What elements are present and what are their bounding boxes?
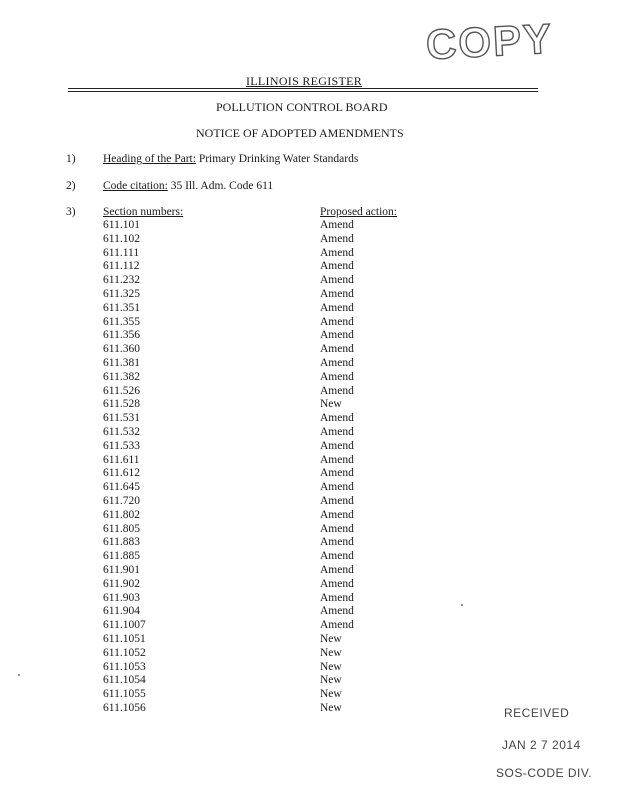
section-number: 611.528	[103, 398, 140, 411]
table-row	[103, 564, 403, 578]
section-number: 611.1053	[103, 660, 146, 673]
section-number: 611.1051	[103, 632, 146, 645]
section-number: 611.382	[103, 370, 140, 383]
proposed-action: Amend	[320, 605, 354, 618]
proposed-action: New	[320, 646, 342, 659]
table-row	[103, 702, 403, 716]
proposed-action: Amend	[320, 287, 354, 300]
section-number: 611.903	[103, 591, 140, 604]
section-number: 611.351	[103, 301, 140, 314]
proposed-action: Amend	[320, 619, 354, 632]
table-row	[103, 274, 403, 288]
section-number: 611.112	[103, 260, 140, 273]
section-number: 611.1055	[103, 688, 146, 701]
register-heading: ILLINOIS REGISTER	[246, 74, 363, 88]
section-number: 611.111	[103, 246, 140, 259]
proposed-action: New	[320, 660, 342, 673]
proposed-action: New	[320, 632, 342, 645]
section-number: 611.1056	[103, 701, 146, 714]
table-row	[103, 357, 403, 371]
table-row	[103, 329, 403, 343]
proposed-action: Amend	[320, 274, 354, 287]
section-number: 611.532	[103, 425, 140, 438]
section-number: 611.101	[103, 219, 140, 231]
notice-heading: NOTICE OF ADOPTED AMENDMENTS	[196, 126, 404, 140]
section-number: 611.805	[103, 522, 140, 535]
section-table	[103, 219, 403, 716]
section-number: 611.611	[103, 453, 140, 466]
proposed-action-header: Proposed action:	[320, 206, 397, 218]
table-row	[103, 578, 403, 592]
item-1-label: Heading of the Part:	[103, 153, 196, 165]
received-text: RECEIVED	[504, 706, 570, 720]
section-number: 611.904	[103, 605, 140, 618]
table-row	[103, 260, 403, 274]
proposed-action: Amend	[320, 481, 354, 494]
proposed-action: Amend	[320, 343, 354, 356]
proposed-action: Amend	[320, 219, 354, 231]
proposed-action: Amend	[320, 563, 354, 576]
table-row	[103, 233, 403, 247]
proposed-action: Amend	[320, 591, 354, 604]
scan-speck	[18, 674, 20, 676]
section-number: 611.533	[103, 439, 140, 452]
table-row	[103, 343, 403, 357]
proposed-action: Amend	[320, 301, 354, 314]
proposed-action: Amend	[320, 412, 354, 425]
table-row	[103, 688, 403, 702]
table-row	[103, 454, 403, 468]
proposed-action: Amend	[320, 536, 354, 549]
section-number: 611.526	[103, 384, 140, 397]
received-office: SOS-CODE DIV.	[496, 766, 593, 780]
header-rule-bottom	[68, 91, 538, 92]
table-row	[103, 440, 403, 454]
section-number: 611.901	[103, 563, 140, 576]
proposed-action: Amend	[320, 315, 354, 328]
copy-stamp: COPY	[424, 14, 555, 69]
table-row	[103, 302, 403, 316]
table-row	[103, 633, 403, 647]
table-row	[103, 398, 403, 412]
section-number: 611.1052	[103, 646, 146, 659]
table-row	[103, 316, 403, 330]
table-row	[103, 661, 403, 675]
proposed-action: Amend	[320, 329, 354, 342]
proposed-action: New	[320, 701, 342, 714]
proposed-action: Amend	[320, 494, 354, 507]
section-number: 611.612	[103, 467, 140, 480]
proposed-action: Amend	[320, 232, 354, 245]
proposed-action: New	[320, 688, 342, 701]
table-row	[103, 495, 403, 509]
proposed-action: Amend	[320, 356, 354, 369]
scan-speck	[461, 604, 463, 606]
table-row	[103, 288, 403, 302]
proposed-action: Amend	[320, 522, 354, 535]
table-row	[103, 467, 403, 481]
proposed-action: Amend	[320, 453, 354, 466]
proposed-action: Amend	[320, 260, 354, 273]
section-number: 611.102	[103, 232, 140, 245]
section-number: 611.720	[103, 494, 140, 507]
section-number: 611.381	[103, 356, 140, 369]
proposed-action: New	[320, 398, 342, 411]
section-number: 611.902	[103, 577, 140, 590]
table-row	[103, 536, 403, 550]
table-row	[103, 619, 403, 633]
table-row	[103, 219, 403, 233]
section-number: 611.356	[103, 329, 140, 342]
proposed-action: Amend	[320, 508, 354, 521]
table-row	[103, 523, 403, 537]
section-number: 611.232	[103, 274, 140, 287]
section-number: 611.360	[103, 343, 140, 356]
item-1-number: 1)	[66, 153, 76, 165]
table-row	[103, 412, 403, 426]
table-row	[103, 509, 403, 523]
proposed-action: Amend	[320, 467, 354, 480]
table-row	[103, 592, 403, 606]
item-2-value: 35 Ill. Adm. Code 611	[170, 180, 274, 192]
header-rule-top	[68, 88, 538, 89]
proposed-action: Amend	[320, 370, 354, 383]
table-row	[103, 550, 403, 564]
section-number: 611.1007	[103, 619, 146, 632]
proposed-action: Amend	[320, 246, 354, 259]
table-row	[103, 426, 403, 440]
section-number: 611.883	[103, 536, 140, 549]
table-row	[103, 385, 403, 399]
section-number: 611.802	[103, 508, 140, 521]
item-3-number: 3)	[66, 206, 76, 218]
board-heading: POLLUTION CONTROL BOARD	[216, 100, 388, 114]
table-row	[103, 371, 403, 385]
received-date: JAN 2 7 2014	[502, 738, 581, 752]
table-row	[103, 647, 403, 661]
section-number: 611.1054	[103, 674, 146, 687]
section-number: 611.885	[103, 550, 140, 563]
item-1-text	[103, 153, 358, 165]
item-1-value: Primary Drinking Water Standards	[198, 153, 359, 165]
section-number: 611.531	[103, 412, 140, 425]
proposed-action: Amend	[320, 384, 354, 397]
table-row	[103, 674, 403, 688]
proposed-action: New	[320, 674, 342, 687]
item-2-text	[103, 180, 273, 192]
proposed-action: Amend	[320, 550, 354, 563]
proposed-action: Amend	[320, 425, 354, 438]
section-number: 611.645	[103, 481, 140, 494]
table-row	[103, 481, 403, 495]
table-row	[103, 247, 403, 261]
section-number: 611.325	[103, 287, 140, 300]
item-2-number: 2)	[66, 180, 76, 192]
proposed-action: Amend	[320, 577, 354, 590]
section-numbers-header: Section numbers:	[103, 206, 184, 218]
proposed-action: Amend	[320, 439, 354, 452]
section-number: 611.355	[103, 315, 140, 328]
table-row	[103, 605, 403, 619]
item-2-label: Code citation:	[103, 180, 168, 192]
